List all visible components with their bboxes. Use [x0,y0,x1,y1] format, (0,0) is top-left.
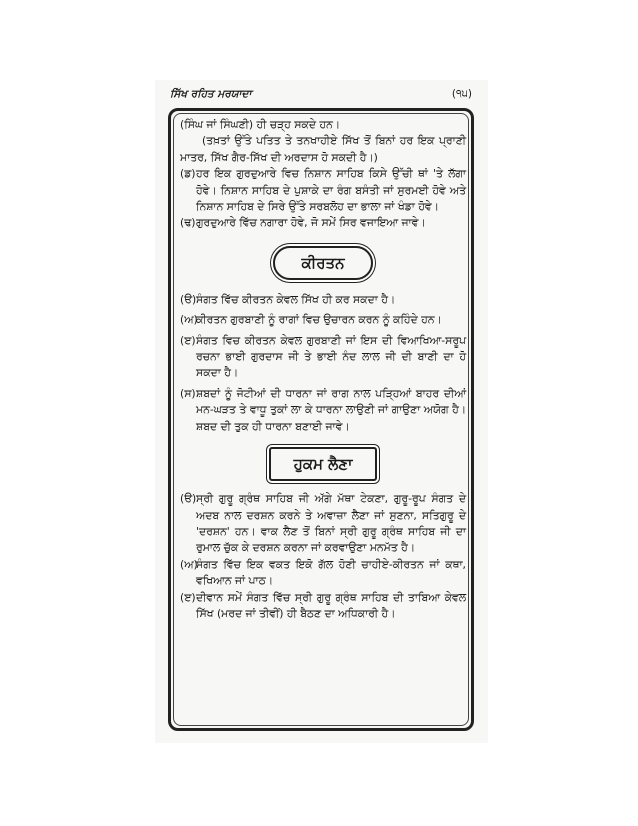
intro-line: (ਸਿੰਘ ਜਾਂ ਸਿੰਘਣੀ) ਹੀ ਚੜ੍ਹ ਸਕਦੇ ਹਨ। [180,118,340,131]
item-marker: (ੳ) [180,292,197,306]
item-marker: (ੳ) [180,492,197,506]
item-marker: (ਢ) [180,216,196,230]
item-text: ਗੁਰਦੁਆਰੇ ਵਿੱਚ ਨਗਾਰਾ ਹੋਵੇ, ਜੋ ਸਮੇਂ ਸਿਰ ਵਜਾਇਆ ਜਾਵੇ। [196,216,426,230]
page-number: (੧੫) [451,88,472,100]
list-item [180,590,466,623]
section-heading-hukam-label: ਹੁਕਮ ਲੈਣਾ [293,454,353,473]
list-item [180,557,466,590]
item-text: ਹਰ ਇਕ ਗੁਰਦੁਆਰੇ ਵਿਚ ਨਿਸ਼ਾਨ ਸਾਹਿਬ ਕਿਸੇ ਉੱਚੀ ਥਾਂ 'ਤੇ ਲੱਗਾ ਹੋਵੇ। ਨਿਸ਼ਾਨ ਸਾਹਿਬ ਦੇ ਪੁਸ਼ਾਕੇ ਦਾ ਰੰਗ ਬਸੰਤੀ ਜਾਂ ਸੁਰਮਈ ਹੋਵੇ ਅਤੇ ਨਿਸ਼ਾਨ ਸਾਹਿਬ ਦੇ ਸਿਰੇ ਉੱਤੇ ਸਰਬਲੋਹ ਦਾ ਭਾਲਾ ਜਾਂ ਖੰਡਾ ਹੋਵੇ। [196,167,466,214]
section-heading-hukam [269,447,377,481]
item-text: ਸੰਗਤ ਵਿਚ ਕੀਰਤਨ ਕੇਵਲ ਗੁਰਬਾਣੀ ਜਾਂ ਇਸ ਦੀ ਵਿਆਖਿਆ-ਸਰੂਪ ਰਚਨਾ ਭਾਈ ਗੁਰਦਾਸ ਜੀ ਤੇ ਭਾਈ ਨੰਦ ਲਾਲ ਜੀ ਦੀ ਬਾਣੀ ਦਾ ਹੋ ਸਕਦਾ ਹੈ। [196,333,466,380]
item-marker: (ੲ) [180,590,196,604]
list-item [180,166,466,215]
list-item [180,312,466,328]
list-item [180,292,466,308]
item-text: ਸੰਗਤ ਵਿੱਚ ਇਕ ਵਕਤ ਇਕੋ ਗੱਲ ਹੋਣੀ ਚਾਹੀਏ-ਕੀਰਤਨ ਜਾਂ ਕਥਾ, ਵਖਿਆਨ ਜਾਂ ਪਾਠ। [196,557,466,588]
item-text: ਸ਼ਬਦਾਂ ਨੂੰ ਜੋਟੀਆਂ ਦੀ ਧਾਰਨਾ ਜਾਂ ਰਾਗ ਨਾਲ ਪੜ੍ਹਿਆਂ ਬਾਹਰ ਦੀਆਂ ਮਨ-ਘੜਤ ਤੇ ਵਾਧੂ ਤੁਕਾਂ ਲਾ ਕੇ ਧਾਰਨਾ ਲਾਉਣੀ ਜਾਂ ਗਾਉਣਾ ਅਯੋਗ ਹੈ। ਸ਼ਬਦ ਦੀ ਤੁਕ ਹੀ ਧਾਰਨਾ ਬਣਾਈ ਜਾਵੇ। [196,386,466,433]
item-marker: (ੲ) [180,333,196,347]
page-content [180,117,466,622]
list-item [180,386,466,435]
item-marker: (ਡ) [180,167,196,181]
item-text: ਦੀਵਾਨ ਸਮੇਂ ਸੰਗਤ ਵਿੱਚ ਸ੍ਰੀ ਗੁਰੂ ਗ੍ਰੰਥ ਸਾਹਿਬ ਦੀ ਤਾਬਿਆ ਕੇਵਲ ਸਿੱਖ (ਮਰਦ ਜਾਂ ਤੀਵੀਂ) ਹੀ ਬੈਠਣ ਦਾ ਅਧਿਕਾਰੀ ਹੈ। [196,590,466,620]
section-heading-kirtan-label: ਕੀਰਤਨ [301,253,345,272]
list-item [180,215,466,231]
running-header [170,88,472,106]
item-marker: (ਅ) [180,557,198,571]
header-title: ਸਿੱਖ ਰਹਿਤ ਮਰਯਾਦਾ [170,88,252,100]
item-text: ਕੀਰਤਨ ਗੁਰਬਾਣੀ ਨੂੰ ਰਾਗਾਂ ਵਿਚ ਉਚਾਰਨ ਕਰਨ ਨੂੰ ਕਹਿੰਦੇ ਹਨ। [196,313,442,327]
item-text: ਸ੍ਰੀ ਗੁਰੂ ਗ੍ਰੰਥ ਸਾਹਿਬ ਜੀ ਅੱਗੇ ਮੱਥਾ ਟੇਕਣਾ, ਗੁਰੂ-ਰੂਪ ਸੰਗਤ ਦੇ ਅਦਬ ਨਾਲ ਦਰਸ਼ਨ ਕਰਨੇ ਤੇ ਅਵਾਜ਼ਾ ਲੈਣਾ ਜਾਂ ਸੁਣਨਾ, ਸਤਿਗੁਰੂ ਦੇ 'ਦਰਸ਼ਨ' ਹਨ। ਵਾਕ ਲੈਣ ਤੋਂ ਬਿਨਾਂ ਸ੍ਰੀ ਗੁਰੂ ਗ੍ਰੰਥ ਸਾਹਿਬ ਜੀ ਦਾ ਰੁਮਾਲ ਚੁੱਕ ਕੇ ਦਰਸ਼ਨ ਕਰਨਾ ਜਾਂ ਕਰਵਾਉਣਾ ਮਨਮੱਤ ਹੈ। [196,492,466,555]
list-item [180,491,466,557]
intro-paragraph: (ਤਖ਼ਤਾਂ ਉੱਤੇ ਪਤਿਤ ਤੇ ਤਨਖਾਹੀਏ ਸਿੱਖ ਤੋਂ ਬਿਨਾਂ ਹਰ ਇਕ ਪ੍ਰਾਣੀ ਮਾਤਰ, ਸਿੱਖ ਗੈਰ-ਸਿੱਖ ਦੀ ਅਰਦਾਸ ਹੋ ਸਕਦੀ ਹੈ।) [180,134,466,164]
section-heading-kirtan [273,246,373,280]
item-marker: (ਅ) [180,313,198,327]
list-item [180,333,466,382]
item-marker: (ਸ) [180,386,196,400]
item-text: ਸੰਗਤ ਵਿੱਚ ਕੀਰਤਨ ਕੇਵਲ ਸਿੱਖ ਹੀ ਕਰ ਸਕਦਾ ਹੈ। [196,292,396,306]
